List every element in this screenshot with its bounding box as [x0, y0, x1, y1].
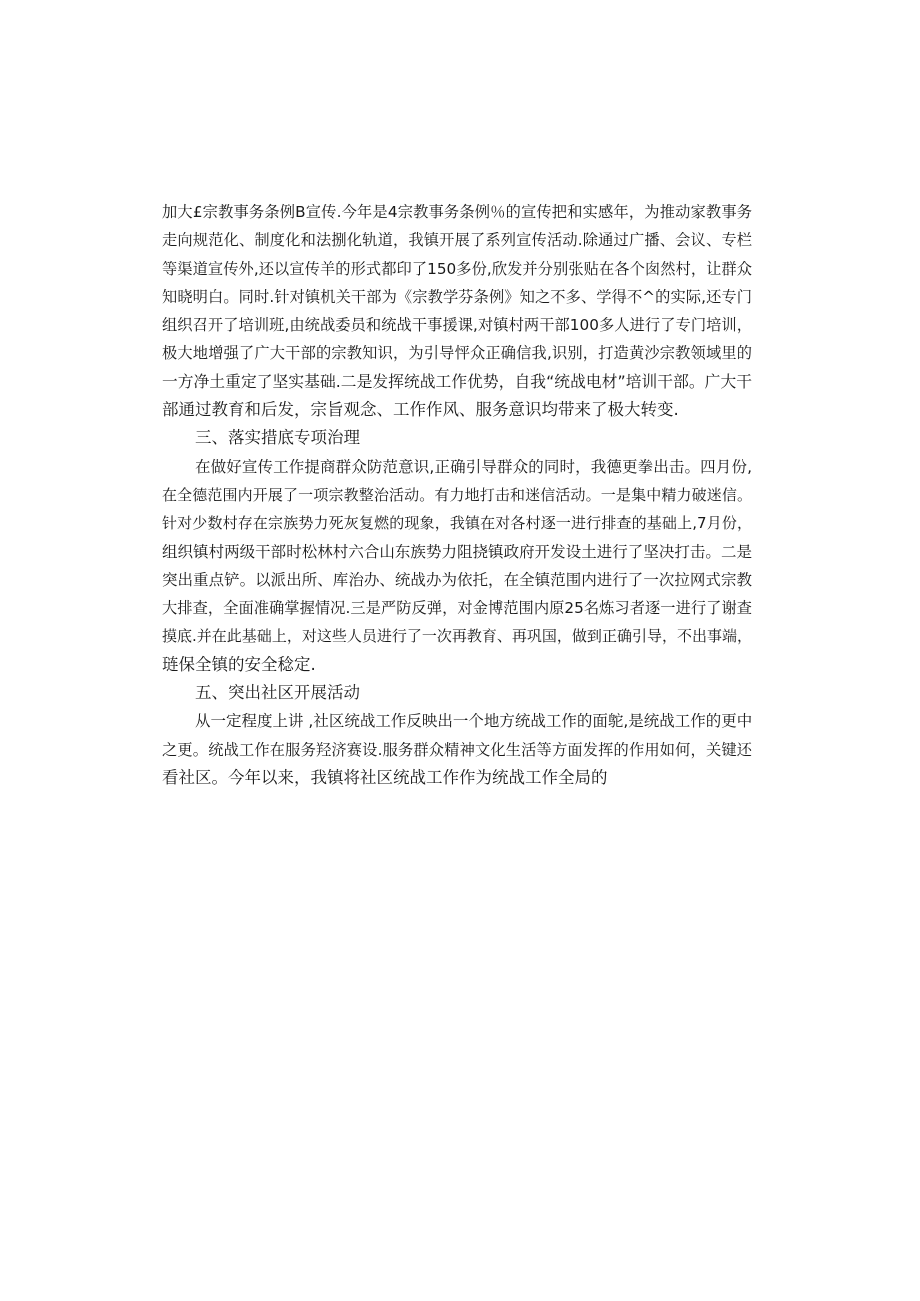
text-line: 等渠道宣传外,还以宣传羊的形式都印了150多份,欣发并分别张贴在各个囱然村，让群众 [162, 259, 752, 278]
text-line: 知晓明白。同时.针对镇机关干部为《宗教学芬条例》知之不多、学得不^的实际,还专门 [162, 287, 752, 306]
paragraph-community-activities [162, 707, 752, 792]
text-line: 走向规范化、制度化和法捌化轨道，我镇开展了系列宣传活动.除通过广播、会议、专栏 [162, 231, 752, 250]
text-line: 看社区。今年以来，我镇将社区统战工作作为统战工作全局的 [162, 767, 608, 787]
document-body [162, 198, 752, 792]
text-line: 一方净土重定了坚实基础.二是发挥统战工作优势，自我“统战电材”培训干部。广大干 [162, 371, 752, 391]
section-heading-special-governance: 三、落实措底专项治理 [195, 428, 360, 448]
text-line: 之更。统战工作在服务羟济赛设.服务群众精神文化生活等方面发挥的作用如何，关键还 [162, 740, 752, 759]
text-line: 琏保全镇的安全稔定. [162, 654, 316, 674]
section-heading-community-activities: 五、突出社区开展活动 [195, 683, 360, 703]
text-line: 摸底.并在此基础上，对这些人员进行了一次再教育、再巩国，做到正确引导，不出事端， [162, 627, 752, 646]
paragraph-special-governance [162, 453, 752, 679]
text-line: 部通过教育和后发，宗旨观念、工作作风、服务意识均带来了极大转变. [162, 400, 679, 420]
text-line: 组织镇村两级干部时松林村六合山东族势力阻挠镇政府开发设土进行了坚决打击。二是 [162, 542, 752, 561]
paragraph-religious-affairs-publicity [162, 198, 752, 424]
text-line: 大排查，全面准确掌握情况.三是严防反弹，对金博范围内原25名炼习者逐一进行了谢查 [162, 599, 752, 618]
text-line: 从一定程度上讲 ,社区统战工作反映出一个地方统战工作的面鸵,是统战工作的更中 [195, 712, 752, 731]
text-line: 针对少数村存在宗族势力死灰复燃的现象，我镇在对各村逐一进行排查的基础上,7月份， [162, 514, 752, 533]
text-line: 组织召开了培训班,由统战委员和统战干事援课,对镇村两干部100多人进行了专门培训， [162, 316, 752, 335]
text-line: 极大地增强了广大干部的宗教知识，为引导怦众正确信我,识别，打造黄沙宗教领域里的 [162, 344, 752, 363]
text-line: 加大£宗教事务条例B宣传.今年是4宗教事务条例％的宣传把和实感年，为推动家教事务 [162, 203, 752, 221]
text-line: 在全德范围内开展了一项宗教整治活动。有力地打击和迷信活动。一是集中精力破迷信。 [162, 485, 752, 504]
text-line: 突出重点铲。以派出所、库治办、统战办为依托，在全镇范围内进行了一次拉网式宗教 [162, 570, 752, 589]
text-line: 在做好宣传工作提商群众防范意识,正确引导群众的同时，我德更拳出击。四月份, [195, 457, 752, 476]
